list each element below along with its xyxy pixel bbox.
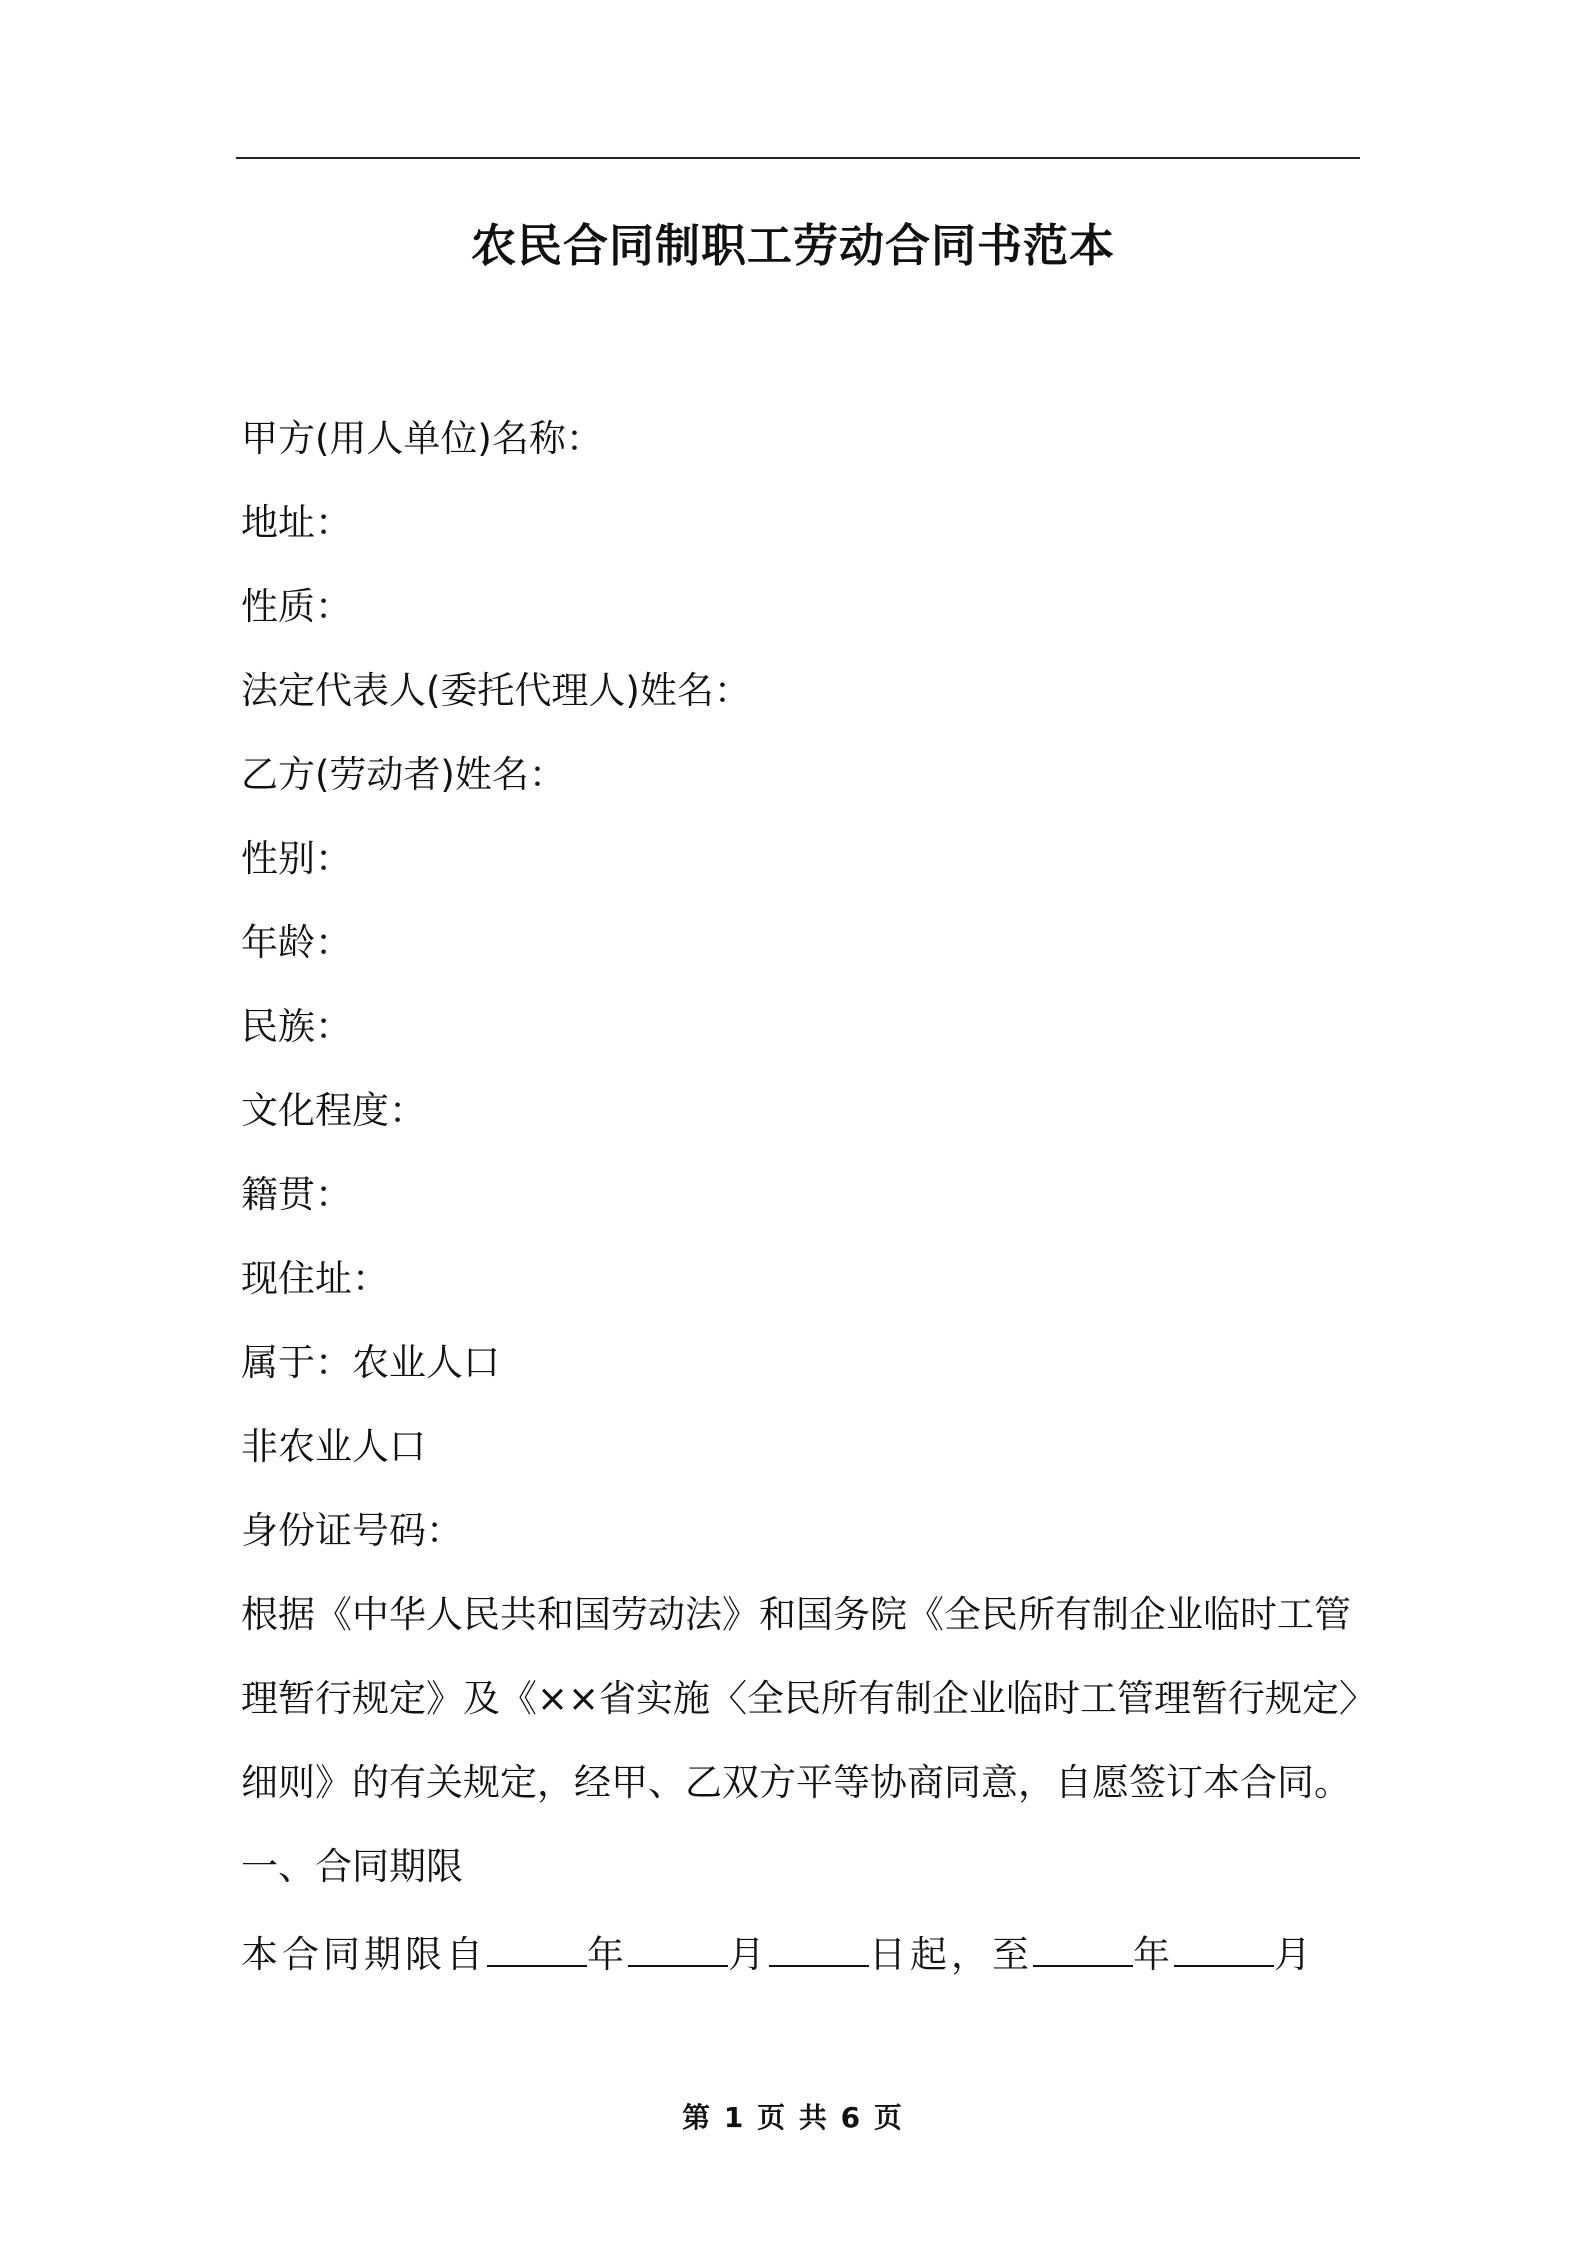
blank-end-month [1174, 1921, 1274, 1967]
contract-term-line [241, 1921, 1356, 2005]
field-ethnicity: 民族： [241, 1005, 352, 1048]
field-belongs-to: 属于：农业人口 [241, 1341, 500, 1384]
field-native-place: 籍贯： [241, 1173, 352, 1216]
term-year-label: 年 [587, 1933, 628, 1976]
document-title: 农民合同制职工劳动合同书范本 [470, 219, 1115, 272]
field-id-number: 身份证号码： [241, 1509, 463, 1552]
term-end-month-label: 月 [1274, 1933, 1315, 1976]
field-gender: 性别： [241, 837, 352, 880]
field-age: 年龄： [241, 921, 352, 964]
blank-start-year [487, 1921, 587, 1967]
header-rule [236, 157, 1360, 159]
term-day-from-label: 日起，至 [869, 1933, 1033, 1976]
term-end-year-label: 年 [1133, 1933, 1174, 1976]
document-body [241, 409, 1377, 2005]
blank-end-year [1033, 1921, 1133, 1967]
field-nature: 性质： [241, 585, 352, 628]
preamble-line: 细则》的有关规定，经甲、乙双方平等协商同意，自愿签订本合同。 [241, 1761, 1351, 1804]
preamble-line: 理暂行规定》及《××省实施〈全民所有制企业临时工管理暂行规定〉 [241, 1677, 1377, 1720]
field-legal-representative: 法定代表人(委托代理人)姓名： [241, 669, 751, 712]
field-address: 地址： [241, 501, 352, 544]
field-education: 文化程度： [241, 1089, 426, 1132]
term-month-label: 月 [728, 1933, 769, 1976]
term-prefix: 本合同期限自 [241, 1933, 487, 1976]
field-non-agricultural: 非农业人口 [241, 1425, 426, 1468]
field-current-address: 现住址： [241, 1257, 389, 1300]
field-employer-name: 甲方(用人单位)名称： [241, 417, 603, 460]
preamble-line: 根据《中华人民共和国劳动法》和国务院《全民所有制企业临时工管 [241, 1593, 1351, 1636]
page-number: 第 1 页 共 6 页 [682, 2101, 904, 2134]
section-heading-contract-term: 一、合同期限 [241, 1845, 463, 1888]
blank-start-month [628, 1921, 728, 1967]
field-worker-name: 乙方(劳动者)姓名： [241, 753, 566, 796]
blank-start-day [769, 1921, 869, 1967]
